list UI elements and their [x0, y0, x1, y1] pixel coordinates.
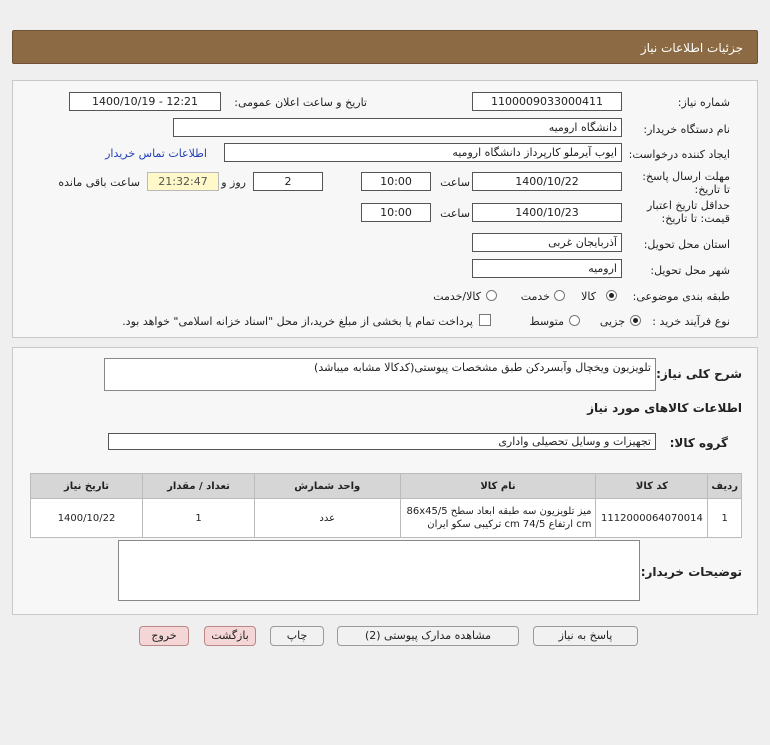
need-number-label: شماره نیاز: — [677, 96, 730, 109]
cell-name: میز تلویزیون سه طبقه ابعاد سطح 86x45/5 cm ارتفاع 74/5 cm ترکیبی سکو ایران — [400, 499, 596, 538]
col-qty: تعداد / مقدار — [143, 474, 255, 499]
city-label: شهر محل تحویل: — [650, 264, 730, 277]
category-option-goods-service: کالا/خدمت — [433, 290, 481, 303]
process-radio-minor[interactable] — [630, 315, 641, 326]
goods-table-header — [31, 474, 742, 499]
announce-label: تاریخ و ساعت اعلان عمومی: — [234, 96, 367, 109]
exit-button[interactable]: خروج — [139, 626, 189, 646]
print-button[interactable]: چاپ — [270, 626, 324, 646]
col-row: ردیف — [708, 474, 742, 499]
province-label: استان محل تحویل: — [643, 238, 730, 251]
validity-date-field: 1400/10/23 — [472, 203, 622, 222]
requester-field: ایوب آیرملو کارپرداز دانشگاه ارومیه — [224, 143, 622, 162]
category-option-goods: کالا — [581, 290, 596, 303]
col-date: تاریخ نیاز — [31, 474, 143, 499]
attachments-button[interactable]: مشاهده مدارک پیوستی (2) — [337, 626, 519, 646]
category-radio-goods[interactable] — [606, 290, 617, 301]
validity-hour-label: ساعت — [440, 207, 470, 220]
requester-label: ایجاد کننده درخواست: — [628, 148, 730, 161]
deadline-label: مهلت ارسال پاسخ: تا تاریخ: — [642, 170, 730, 196]
page-title: جزئیات اطلاعات نیاز — [640, 41, 743, 55]
treasury-payment-note: پرداخت تمام یا بخشی از مبلغ خرید،از محل "اسناد خزانه اسلامی" خواهد بود. — [122, 315, 473, 328]
process-option-minor: جزیی — [599, 315, 625, 328]
remaining-label: ساعت باقی مانده — [58, 176, 140, 189]
table-row — [31, 499, 742, 538]
process-option-medium: متوسط — [529, 315, 564, 328]
category-label: طبقه بندی موضوعی: — [632, 290, 730, 303]
deadline-time-field: 10:00 — [361, 172, 431, 191]
deadline-date-field: 1400/10/22 — [472, 172, 622, 191]
deadline-hour-label: ساعت — [440, 176, 470, 189]
cell-code: 1112000064070014 — [596, 499, 708, 538]
process-radio-medium[interactable] — [569, 315, 580, 326]
col-unit: واحد شمارش — [254, 474, 400, 499]
category-option-service: خدمت — [520, 290, 550, 303]
remaining-time-field: 21:32:47 — [147, 172, 219, 191]
category-radio-goods-service[interactable] — [486, 290, 497, 301]
cell-row: 1 — [708, 499, 742, 538]
cell-date: 1400/10/22 — [31, 499, 143, 538]
goods-group-label: گروه کالا: — [669, 436, 728, 450]
validity-label: حداقل تاریخ اعتبار قیمت: تا تاریخ: — [646, 199, 730, 225]
announce-field: 1400/10/19 - 12:21 — [69, 92, 221, 111]
days-label: روز و — [221, 176, 246, 189]
summary-label: شرح کلی نیاز: — [656, 367, 742, 381]
buyer-notes-field — [118, 540, 640, 601]
back-button[interactable]: بازگشت — [204, 626, 256, 646]
city-field: ارومیه — [472, 259, 622, 278]
buyer-contact-link[interactable]: اطلاعات تماس خریدار — [105, 147, 207, 160]
reply-button[interactable]: پاسخ به نیاز — [533, 626, 638, 646]
col-code: کد کالا — [596, 474, 708, 499]
province-field: آذربایجان غربی — [472, 233, 622, 252]
validity-time-field: 10:00 — [361, 203, 431, 222]
need-number-field: 1100009033000411 — [472, 92, 622, 111]
col-name: نام کالا — [400, 474, 596, 499]
page-header — [12, 30, 758, 64]
goods-info-title: اطلاعات کالاهای مورد نیاز — [587, 401, 742, 415]
cell-unit: عدد — [254, 499, 400, 538]
treasury-payment-checkbox[interactable] — [479, 314, 491, 326]
summary-field: تلویزیون ویخچال وآبسردکن طبق مشخصات پیوستی(کدکالا مشابه میباشد) — [104, 358, 656, 391]
goods-table — [30, 473, 742, 538]
buyer-org-field: دانشگاه ارومیه — [173, 118, 622, 137]
goods-group-field: تجهیزات و وسایل تحصیلی واداری — [108, 433, 656, 450]
buyer-org-label: نام دستگاه خریدار: — [643, 123, 730, 136]
category-radio-service[interactable] — [554, 290, 565, 301]
cell-qty: 1 — [143, 499, 255, 538]
process-label: نوع فرآیند خرید : — [652, 315, 730, 328]
days-field: 2 — [253, 172, 323, 191]
buyer-notes-label: توضیحات خریدار: — [640, 565, 742, 579]
